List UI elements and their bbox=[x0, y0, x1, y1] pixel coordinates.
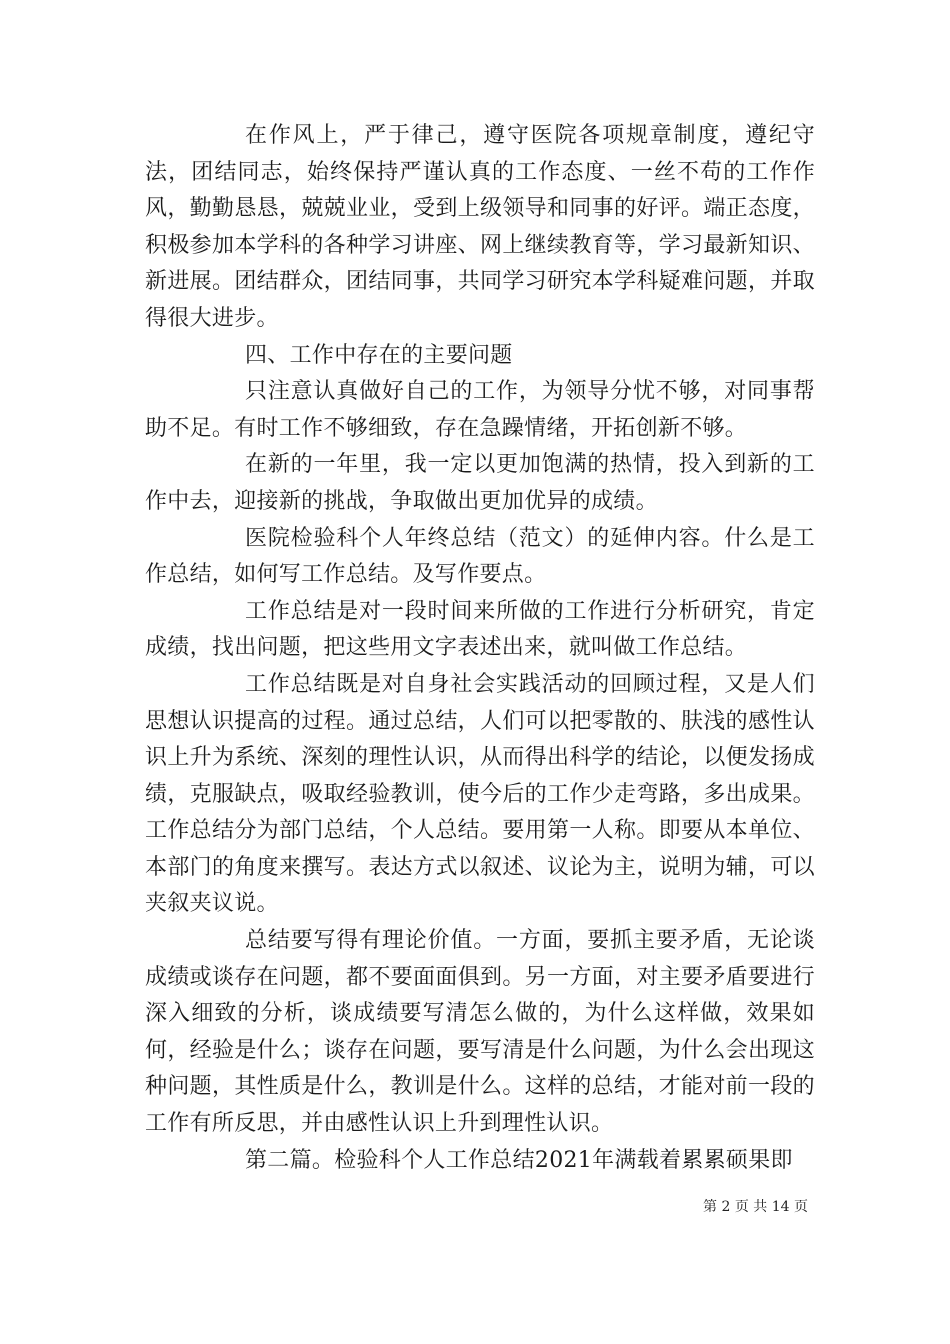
paragraph-new-year: 在新的一年里，我一定以更加饱满的热情，投入到新的工作中去，迎接新的挑战，争取做出更加优异的成绩。 bbox=[145, 452, 815, 514]
paragraph-problems: 只注意认真做好自己的工作，为领导分忧不够，对同事帮助不足。有时工作不够细致，存在急躁情绪，开拓创新不够。 bbox=[145, 379, 815, 441]
paragraph-definition: 工作总结是对一段时间来所做的工作进行分析研究，肯定成绩，找出问题，把这些用文字表述出来，就叫做工作总结。 bbox=[145, 598, 815, 661]
document-body bbox=[145, 118, 815, 1179]
paragraph-second-article: 第二篇。检验科个人工作总结2021年满载着累累硕果即 bbox=[245, 1147, 793, 1173]
paragraph-theory-value: 总结要写得有理论价值。一方面，要抓主要矛盾，无论谈成绩或谈存在问题，都不要面面俱到。另一方面，对主要矛盾要进行深入细致的分析，谈成绩要写清怎么做的，为什么这样做，效果如何，经验是什么；谈存在问题，要写清是什么问题，为什么会出现这种问题，其性质是什么，教训是什么。这样的总结，才能对前一段的工作有所反思，并由感性认识上升到理性认识。 bbox=[145, 928, 815, 1137]
page-number: 第 2 页 共 14 页 bbox=[703, 1199, 808, 1215]
paragraph-work-style: 在作风上，严于律己，遵守医院各项规章制度，遵纪守法，团结同志，始终保持严谨认真的工作态度、一丝不苟的工作作风，勤勤恳恳，兢兢业业，受到上级领导和同事的好评。端正态度，积极参加本学科的各种学习讲座、网上继续教育等，学习最新知识、新进展。团结群众，团结同事，共同学习研究本学科疑难问题，并取得很大进步。 bbox=[145, 123, 815, 331]
section-heading-main-problems: 四、工作中存在的主要问题 bbox=[245, 342, 513, 368]
paragraph-extension: 医院检验科个人年终总结（范文）的延伸内容。什么是工作总结，如何写工作总结。及写作要点。 bbox=[145, 525, 815, 588]
paragraph-purpose: 工作总结既是对自身社会实践活动的回顾过程，又是人们思想认识提高的过程。通过总结，人们可以把零散的、肤浅的感性认识上升为系统、深刻的理性认识，从而得出科学的结论，以便发扬成绩，克服缺点，吸取经验教训，使今后的工作少走弯路，多出成果。工作总结分为部门总结，个人总结。要用第一人称。即要从本单位、本部门的角度来撰写。表达方式以叙述、议论为主，说明为辅，可以夹叙夹议说。 bbox=[145, 671, 815, 917]
